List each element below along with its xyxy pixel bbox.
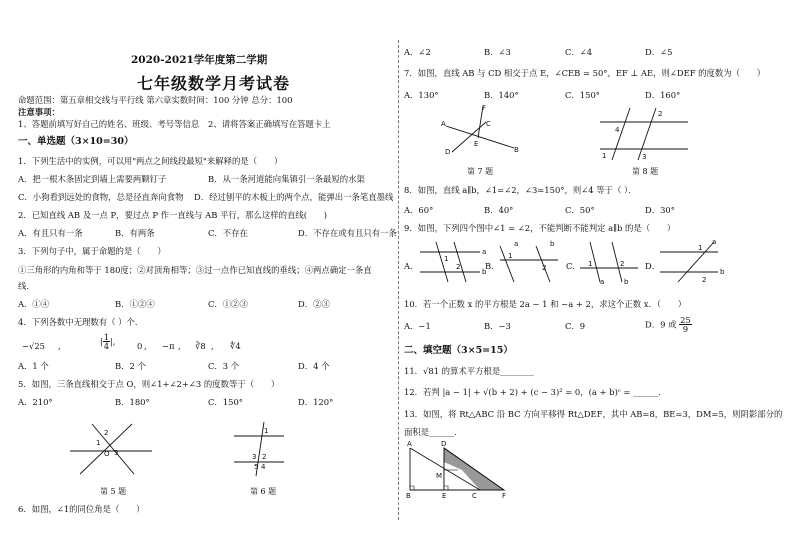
q2-stem: 2．已知直线 AB 及一点 P，要过点 P 作一直线与 AB 平行，那么这样的直线( ) [18, 210, 328, 220]
q1-option-a: A．把一根木条固定到墙上需要两颗钉子 [18, 174, 167, 184]
q9-option-b: B． [485, 261, 500, 271]
q2-option-a: A．有且只有一条 [18, 228, 83, 238]
fig13-label-c: C [472, 492, 477, 500]
fig5-line-3 [92, 424, 134, 474]
q3-option-d: D．②③ [298, 299, 330, 309]
q9-figure-d [658, 240, 728, 284]
q6-option-c: C．∠4 [565, 47, 593, 57]
fig7-label-f: F [482, 104, 487, 112]
q6-option-a: A．∠2 [404, 47, 431, 57]
q5-option-c: C．150° [208, 397, 243, 407]
figure-13 [402, 440, 522, 502]
q9d-label-2: 2 [702, 276, 707, 284]
fig7-label-e: E [474, 140, 479, 148]
fig7-line-ab [446, 126, 514, 148]
q9d-label-a: a [712, 238, 717, 246]
q7-option-b: B．140° [484, 90, 519, 100]
fig8-label-2: 2 [658, 110, 663, 118]
q9b-label-b: b [550, 240, 555, 248]
q4-sep-4: , [178, 341, 181, 351]
q13-stem: 13．如图，将 Rt△ABC 沿 BC 方向平移得 Rt△DEF，其中 AB=8，BE=3，DM=5，则阴影部分的 [404, 409, 783, 419]
section-1-title: 一、单选题（3×10=30） [18, 136, 134, 147]
q7-option-a: A．130° [404, 90, 439, 100]
fig13-label-d: D [441, 440, 447, 448]
q7-option-d: D．160° [645, 90, 681, 100]
q9d-label-1: 1 [698, 244, 703, 252]
q9-figure-a [418, 240, 490, 282]
q1-stem: 1．下列生活中的实例，可以用"两点之间线段最短"来解释的是（ ） [18, 156, 283, 166]
q4-stem: 4．下列各数中无理数有（ ）个． [18, 317, 144, 327]
q9a-label-1: 1 [444, 255, 449, 263]
fig6-label-3: 3 [252, 453, 257, 461]
q4-sep-1: , [58, 341, 61, 351]
q4-number-4: −π [162, 341, 175, 351]
q4-option-a: A．1 个 [18, 361, 49, 371]
q9-figure-c [578, 240, 644, 284]
fig6-label-4: 4 [261, 463, 266, 471]
q4-number-3: 0 [137, 341, 143, 351]
fig7-label-c: C [486, 120, 491, 128]
notice-title: 注意事项： [18, 107, 60, 117]
q7-stem: 7．如图，直线 AB 与 CD 相交于点 E，∠CEB = 50°，EF ⊥ AE，则∠DEF 的度数为（ ） [404, 68, 766, 78]
q4-number-6: ∜4 [230, 341, 241, 351]
q8-option-c: C．50° [565, 205, 595, 215]
exam-year: 2020-2021学年度第二学期 [131, 54, 268, 66]
q9c-label-b: b [624, 278, 629, 286]
fig8-transversal-2 [638, 108, 656, 160]
q9c-label-a: a [600, 278, 605, 286]
q4-sep-3: , [144, 341, 147, 351]
q3-statements-cont: 线． [18, 281, 35, 291]
q4-number-2: | $\frac{1}{4}$ |, [100, 332, 116, 352]
fig5-caption: 第 5 题 [100, 487, 127, 496]
q12-stem: 12．若判 |a − 1| + √(b + 2) + (c − 3)² = 0，(a + b)ᶜ = ______． [404, 387, 667, 397]
q3-stem: 3．下列句子中，属于命题的是（ ） [18, 246, 166, 256]
fig7-label-b: B [514, 146, 519, 154]
q4-option-d: D．4 个 [298, 361, 330, 371]
q9a-label-a: a [482, 248, 487, 256]
figure-8 [598, 104, 690, 162]
fig13-label-e: E [442, 492, 447, 500]
q8-option-b: B．40° [484, 205, 514, 215]
q9a-label-b: b [482, 268, 487, 276]
q4-option-b: B．2 个 [115, 361, 146, 371]
q6-option-b: B．∠3 [484, 47, 511, 57]
q5-stem: 5．如图，三条直线相交于点 O，则∠1+∠2+∠3 的度数等于（ ） [18, 379, 280, 389]
q10-stem: 10．若一个正数 x 的平方根是 2a − 1 和 −a + 2，求这个正数 x．（ ） [404, 299, 687, 309]
fig6-label-5: 5 [254, 463, 259, 471]
fig7-label-a: A [441, 120, 446, 128]
exam-scope: 命题范围：第五章相交线与平行线 第六章实数时间：100 分钟 总分：100 [18, 95, 293, 105]
q10-option-d: D．9 或 $\frac{25}{9}$ [645, 315, 691, 335]
q1-option-b: B．从一条河道能向集镇引一条最短的水渠 [208, 174, 365, 184]
notice-2: 2、请将答案正确填写在答题卡上 [208, 119, 331, 129]
fig8-caption: 第 8 题 [632, 167, 659, 176]
q4-option-c: C．3 个 [208, 361, 240, 371]
fig7-label-d: D [445, 148, 451, 156]
q4-number-1: −√25 [22, 341, 46, 351]
q1-option-d: D．经过刨平的木板上的两个点，能弹出一条笔直墨线 [194, 192, 394, 202]
q5-option-b: B．180° [115, 397, 150, 407]
fig8-label-1: 1 [602, 152, 607, 160]
q13-stem-cont: 面积是______. [404, 427, 457, 437]
q1-option-c: C．小狗看到远处的食物，总是径直奔向食物 [18, 192, 184, 202]
q7-option-c: C．150° [565, 90, 600, 100]
q6-stem: 6．如图，∠1的同位角是（ ） [18, 504, 145, 514]
fig7-caption: 第 7 题 [467, 167, 494, 176]
q9b-label-a: a [514, 240, 519, 248]
fig5-label-3: 3 [114, 449, 119, 457]
q9-option-c: C． [566, 261, 581, 271]
q2-option-c: C．不存在 [208, 228, 248, 238]
q3-option-b: B．①②④ [115, 299, 155, 309]
q8-option-d: D．30° [645, 205, 675, 215]
exam-title: 七年级数学月考试卷 [137, 74, 291, 93]
fig6-label-2: 2 [262, 453, 267, 461]
q9-stem: 9．如图，下列四个图中∠1 = ∠2，不能判断不能判定 a∥b 的是（ ） [404, 223, 676, 233]
fig13-label-a: A [407, 440, 412, 448]
fig6-caption: 第 6 题 [250, 487, 277, 496]
fig8-transversal-1 [612, 108, 630, 160]
q8-option-a: A．60° [404, 205, 434, 215]
column-divider [398, 40, 399, 520]
fig8-label-4: 4 [615, 126, 620, 134]
q4-number-5: ∛8 [195, 341, 206, 351]
q9b-label-1: 1 [508, 252, 513, 260]
q5-option-d: D．120° [298, 397, 334, 407]
notice-1: 1、答题前填写好自己的姓名、班级、考号等信息 [18, 119, 200, 129]
q9d-label-b: b [720, 268, 725, 276]
q3-option-c: C．①②③ [208, 299, 248, 309]
q9b-label-2: 2 [542, 264, 547, 272]
fig5-label-1: 1 [96, 439, 101, 447]
q5-option-a: A．210° [18, 397, 53, 407]
q6-option-d: D．∠5 [645, 47, 673, 57]
q2-option-b: B．有两条 [115, 228, 155, 238]
q9-figure-b [498, 240, 566, 282]
fig13-label-f: F [502, 492, 507, 500]
q9-option-a: A． [404, 261, 419, 271]
fig13-label-b: B [406, 492, 411, 500]
q9a-label-2: 2 [456, 263, 461, 271]
q9-option-d: D． [645, 261, 661, 271]
q4-sep-5: , [211, 341, 214, 351]
fig8-label-3: 3 [642, 153, 647, 161]
q2-option-d: D．不存在或有且只有一条 [298, 228, 397, 238]
figure-7 [440, 104, 520, 156]
q9c-label-2: 2 [620, 260, 625, 268]
q11-stem: 11．√81 的算术平方根是________ [404, 366, 534, 376]
fig5-label-o: O [104, 450, 110, 458]
q10-option-c: C．9 [565, 321, 586, 331]
fig6-label-1: 1 [264, 427, 269, 435]
q9c-label-1: 1 [588, 260, 593, 268]
fig5-label-2: 2 [104, 429, 109, 437]
q10-option-b: B．−3 [484, 321, 511, 331]
q10-option-a: A．−1 [404, 321, 431, 331]
q3-statements: ①三角形的内角和等于 180度；②对顶角相等；③过一点作已知直线的垂线；④两点确定一条直 [18, 265, 372, 275]
fig13-label-m: M [436, 472, 443, 480]
figure-6 [228, 418, 288, 478]
figure-5 [66, 418, 156, 478]
section-2-title: 二、填空题（3×5=15） [404, 345, 513, 356]
q3-option-a: A．①④ [18, 299, 50, 309]
q8-stem: 8．如图，直线 a∥b，∠1=∠2，∠3=150°，则∠4 等于（ ）． [404, 185, 637, 195]
